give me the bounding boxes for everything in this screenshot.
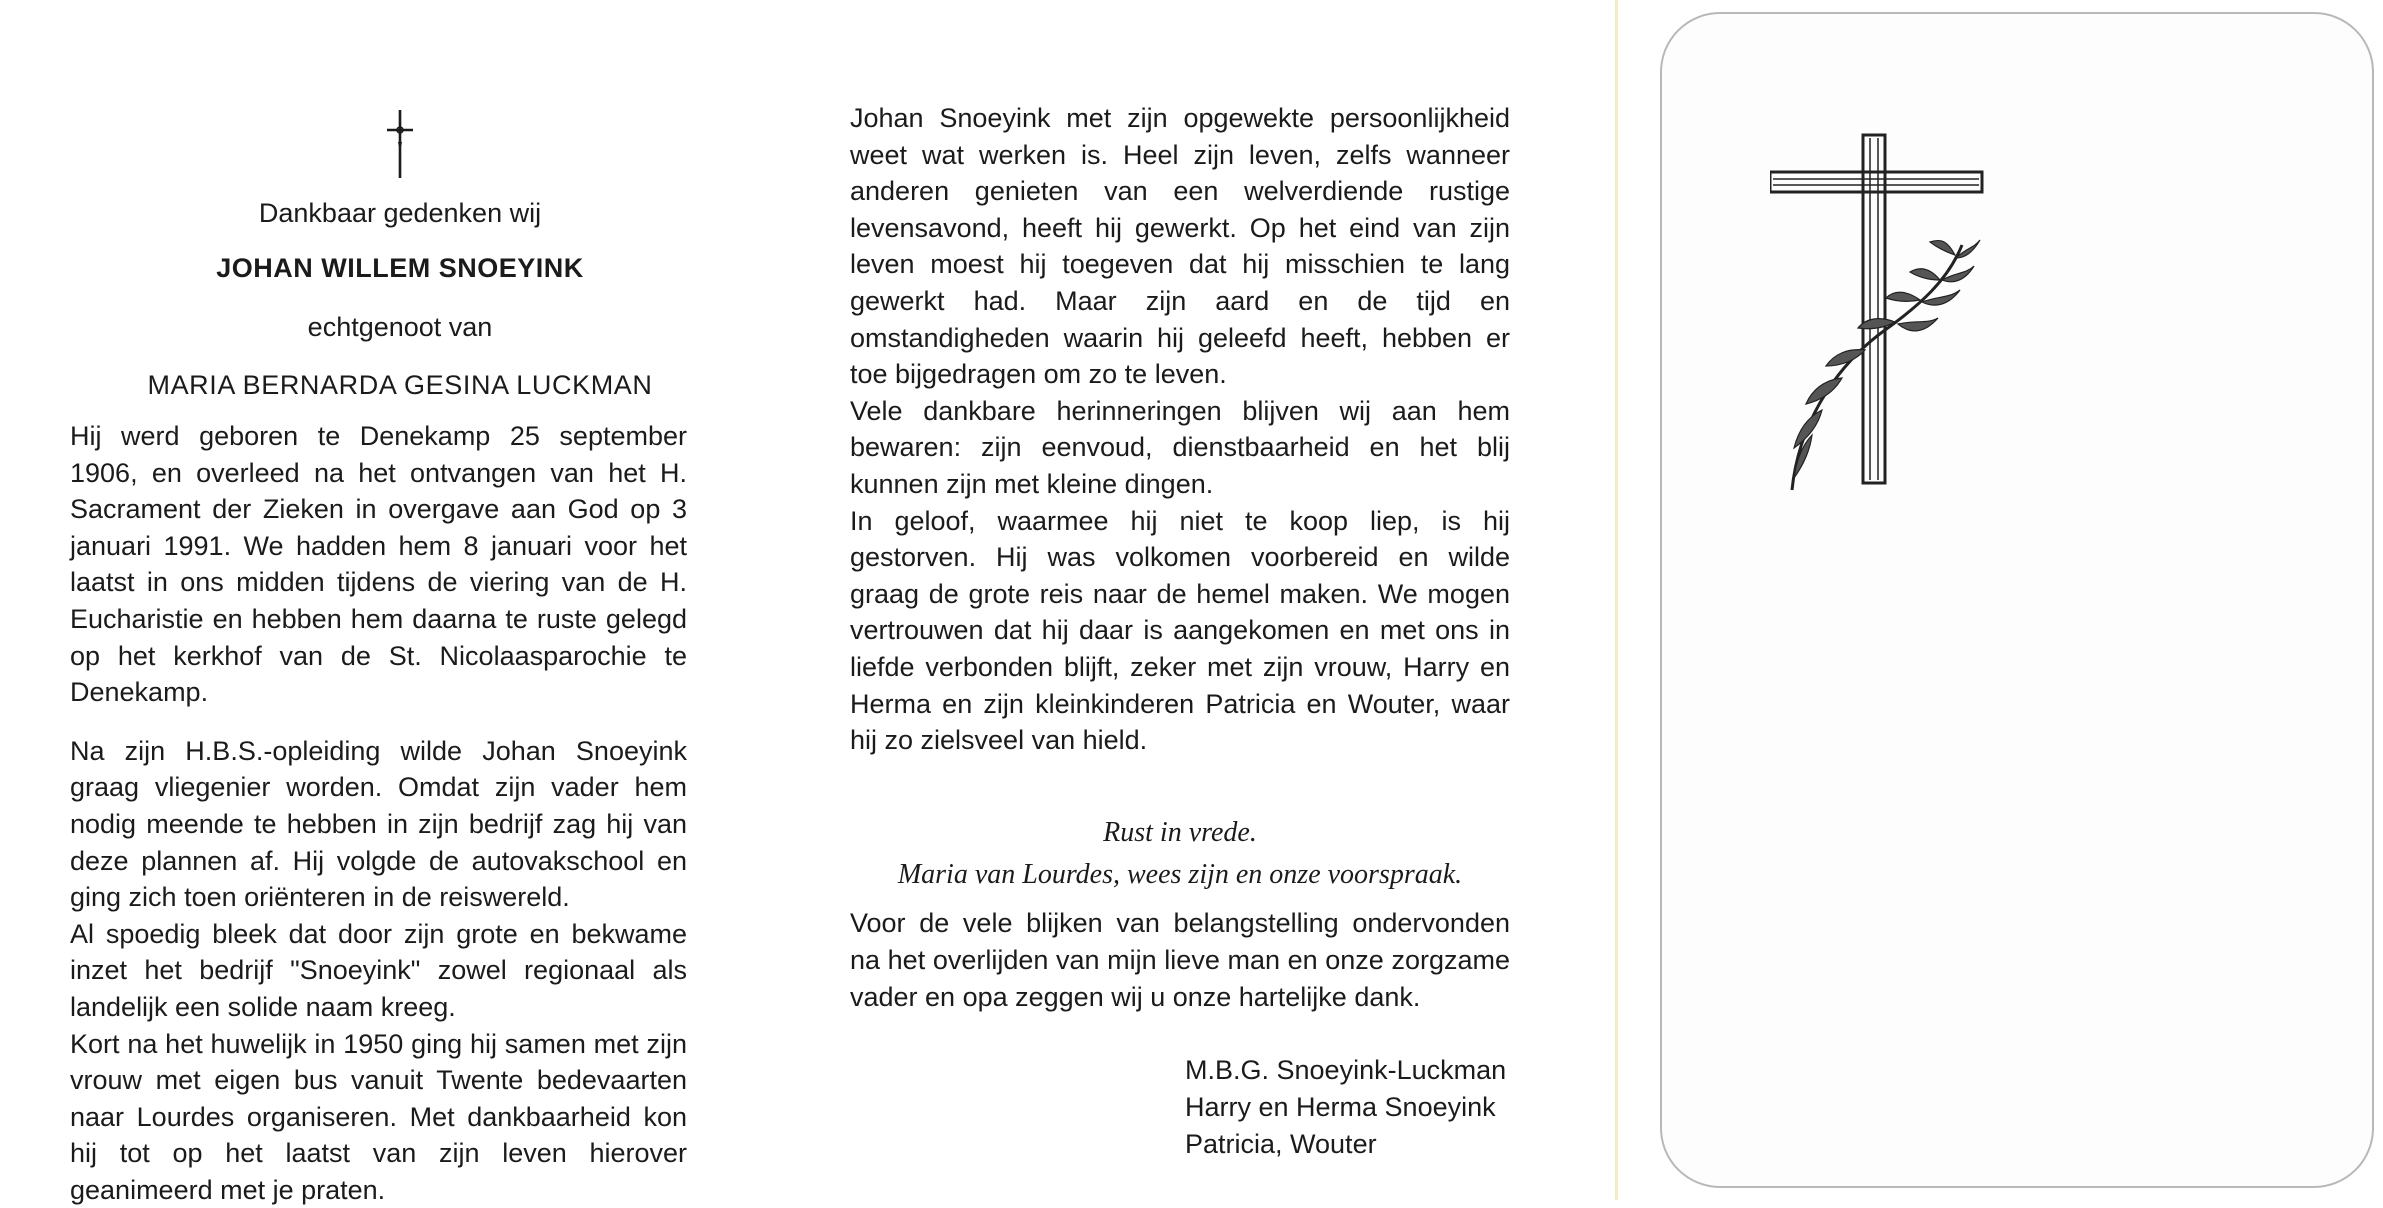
biography-paragraph: Vele dankbare herinneringen blijven wij aan hem bewaren: zijn eenvoud, dienstbaarheid en het blij kunnen zijn met kleine dingen.	[850, 393, 1510, 503]
biography-middle	[850, 100, 1510, 759]
cross-with-palm-icon	[1770, 130, 2010, 510]
biography-paragraph: Kort na het huwelijk in 1950 ging hij samen met zijn vrouw met eigen bus vanuit Twente bedevaarten naar Lourdes organiseren. Met dankbaarheid kon hij tot op het laatst van zijn leven hierover geanimeerd met je praten.	[70, 1026, 687, 1208]
intro-line: Dankbaar gedenken wij	[200, 198, 600, 229]
biography-paragraph: Hij werd geboren te Denekamp 25 september 1906, en overleed na het ontvangen van het H. Sacrament der Zieken in overgave aan God op 3 januari 1991. We hadden hem 8 januari voor het laatst in ons midden tijdens de viering van de H. Eucharistie en hebben hem daarna te ruste gelegd op het kerkhof van de St. Nicolaasparochie te Denekamp.	[70, 418, 687, 711]
signatory: M.B.G. Snoeyink-Luckman	[1185, 1052, 1525, 1089]
biography-paragraph: Na zijn H.B.S.-opleiding wilde Johan Snoeyink graag vliegenier worden. Omdat zijn vader hem nodig meende te hebben in zijn bedrijf zag hij van deze plannen af. Hij volgde de autovakschool en ging zich toen oriënteren in de reiswereld.	[70, 733, 687, 916]
spouse-name: MARIA BERNARDA GESINA LUCKMAN	[80, 370, 720, 401]
signatories	[1185, 1052, 1525, 1163]
prayer-rest-in-peace: Rust in vrede.	[850, 812, 1510, 854]
deceased-name: JOHAN WILLEM SNOEYINK	[150, 253, 650, 284]
cross-icon	[384, 108, 416, 180]
signatory: Harry en Herma Snoeyink	[1185, 1089, 1525, 1126]
relation-line: echtgenoot van	[200, 312, 600, 343]
fold-line	[1615, 0, 1618, 1200]
biography-paragraph: In geloof, waarmee hij niet te koop liep, is hij gestorven. Hij was volkomen voorbereid en wilde graag de grote reis naar de hemel maken. We mogen vertrouwen dat hij daar is aangekomen en met ons in liefde verbonden blijft, zeker met zijn vrouw, Harry en Herma en zijn kleinkinderen Patricia en Wouter, waar hij zo zielsveel van hield.	[850, 503, 1510, 759]
prayer-block	[850, 812, 1510, 896]
prayer-intercession: Maria van Lourdes, wees zijn en onze voorspraak.	[850, 854, 1510, 896]
signatory: Patricia, Wouter	[1185, 1126, 1525, 1163]
thanks-text: Voor de vele blijken van belangstelling ondervonden na het overlijden van mijn lieve man en onze zorgzame vader en opa zeggen wij u onze hartelijke dank.	[850, 905, 1510, 1016]
biography-paragraph: Al spoedig bleek dat door zijn grote en bekwame inzet het bedrijf "Snoeyink" zowel regionaal als landelijk een solide naam kreeg.	[70, 916, 687, 1026]
front-card	[1660, 12, 2374, 1188]
biography-left	[70, 418, 687, 1208]
biography-paragraph: Johan Snoeyink met zijn opgewekte persoonlijkheid weet wat werken is. Heel zijn leven, zelfs wanneer anderen genieten van een welverdiende rustige levensavond, heeft hij gewerkt. Op het eind van zijn leven moest hij toegeven dat hij misschien te lang gewerkt had. Maar zijn aard en de tijd en omstandigheden waarin hij geleefd heeft, hebben er toe bijgedragen om zo te leven.	[850, 100, 1510, 393]
